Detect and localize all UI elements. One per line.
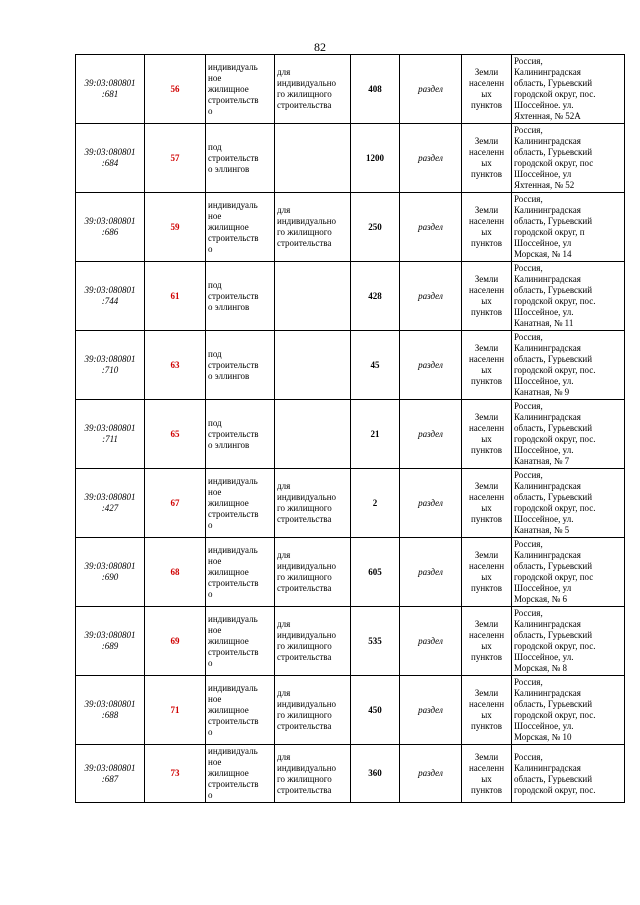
row-number-cell: 67 bbox=[145, 469, 206, 538]
permitted-use-cell: индивидуаль ное жилищное строительств о bbox=[206, 607, 275, 676]
area-cell: 450 bbox=[351, 676, 400, 745]
land-category-cell: Земли населенн ых пунктов bbox=[462, 193, 512, 262]
purpose-cell bbox=[275, 124, 351, 193]
section-cell: раздел bbox=[400, 124, 462, 193]
address-cell: Россия, Калининградская область, Гурьевский городской округ, пос. Шоссейное. ул. Яхтенная, № 52А bbox=[512, 55, 625, 124]
permitted-use-cell: под строительств о эллингов bbox=[206, 124, 275, 193]
table-body bbox=[76, 55, 625, 803]
address-cell: Россия, Калининградская область, Гурьевский городской округ, пос. Шоссейное, ул. Морская, № 10 bbox=[512, 676, 625, 745]
address-cell: Россия, Калининградская область, Гурьевский городской округ, п Шоссейное, ул Морская, № 14 bbox=[512, 193, 625, 262]
permitted-use-cell: индивидуаль ное жилищное строительств о bbox=[206, 745, 275, 803]
address-cell: Россия, Калининградская область, Гурьевский городской округ, пос Шоссейное, ул Яхтенная, № 52 bbox=[512, 124, 625, 193]
section-cell: раздел bbox=[400, 538, 462, 607]
cadastral-number-cell: 39:03:080801 :710 bbox=[76, 331, 145, 400]
land-category-cell: Земли населенн ых пунктов bbox=[462, 538, 512, 607]
permitted-use-cell: индивидуаль ное жилищное строительств о bbox=[206, 469, 275, 538]
row-number-cell: 65 bbox=[145, 400, 206, 469]
cadastral-number-cell: 39:03:080801 :684 bbox=[76, 124, 145, 193]
section-cell: раздел bbox=[400, 55, 462, 124]
page-number: 82 bbox=[314, 40, 326, 54]
row-number-cell: 59 bbox=[145, 193, 206, 262]
row-number-cell: 61 bbox=[145, 262, 206, 331]
purpose-cell: для индивидуально го жилищного строительства bbox=[275, 607, 351, 676]
table-row bbox=[76, 676, 625, 745]
land-category-cell: Земли населенн ых пунктов bbox=[462, 469, 512, 538]
section-cell: раздел bbox=[400, 607, 462, 676]
table-row bbox=[76, 262, 625, 331]
purpose-cell: для индивидуально го жилищного строительства bbox=[275, 469, 351, 538]
purpose-cell bbox=[275, 262, 351, 331]
row-number-cell: 68 bbox=[145, 538, 206, 607]
address-cell: Россия, Калининградская область, Гурьевский городской округ, пос. Шоссейное, ул. Морская, № 8 bbox=[512, 607, 625, 676]
section-cell: раздел bbox=[400, 400, 462, 469]
area-cell: 21 bbox=[351, 400, 400, 469]
table-row bbox=[76, 469, 625, 538]
area-cell: 535 bbox=[351, 607, 400, 676]
cadastral-number-cell: 39:03:080801 :686 bbox=[76, 193, 145, 262]
address-cell: Россия, Калининградская область, Гурьевский городской округ, пос Шоссейное, ул Морская, № 6 bbox=[512, 538, 625, 607]
land-category-cell: Земли населенн ых пунктов bbox=[462, 262, 512, 331]
land-category-cell: Земли населенн ых пунктов bbox=[462, 676, 512, 745]
address-cell: Россия, Калининградская область, Гурьевский городской округ, пос. Шоссейное, ул. Канатная, № 7 bbox=[512, 400, 625, 469]
cadastral-number-cell: 39:03:080801 :744 bbox=[76, 262, 145, 331]
row-number-cell: 71 bbox=[145, 676, 206, 745]
purpose-cell: для индивидуально го жилищного строительства bbox=[275, 676, 351, 745]
area-cell: 2 bbox=[351, 469, 400, 538]
table-row bbox=[76, 124, 625, 193]
row-number-cell: 73 bbox=[145, 745, 206, 803]
cadastral-number-cell: 39:03:080801 :681 bbox=[76, 55, 145, 124]
address-cell: Россия, Калининградская область, Гурьевский городской округ, пос. Шоссейное, ул. Канатная, № 9 bbox=[512, 331, 625, 400]
section-cell: раздел bbox=[400, 469, 462, 538]
row-number-cell: 56 bbox=[145, 55, 206, 124]
address-cell: Россия, Калининградская область, Гурьевский городской округ, пос. Шоссейное, ул. Канатная, № 11 bbox=[512, 262, 625, 331]
land-category-cell: Земли населенн ых пунктов bbox=[462, 607, 512, 676]
section-cell: раздел bbox=[400, 331, 462, 400]
area-cell: 408 bbox=[351, 55, 400, 124]
permitted-use-cell: под строительств о эллингов bbox=[206, 262, 275, 331]
permitted-use-cell: индивидуаль ное жилищное строительств о bbox=[206, 538, 275, 607]
permitted-use-cell: под строительств о эллингов bbox=[206, 331, 275, 400]
purpose-cell: для индивидуально го жилищного строительства bbox=[275, 193, 351, 262]
purpose-cell: для индивидуально го жилищного строительства bbox=[275, 745, 351, 803]
table-row bbox=[76, 193, 625, 262]
purpose-cell: для индивидуально го жилищного строительства bbox=[275, 55, 351, 124]
address-cell: Россия, Калининградская область, Гурьевский городской округ, пос. bbox=[512, 745, 625, 803]
cadastral-number-cell: 39:03:080801 :688 bbox=[76, 676, 145, 745]
land-category-cell: Земли населенн ых пунктов bbox=[462, 124, 512, 193]
row-number-cell: 69 bbox=[145, 607, 206, 676]
table-row bbox=[76, 607, 625, 676]
table-row bbox=[76, 400, 625, 469]
address-cell: Россия, Калининградская область, Гурьевский городской округ, пос. Шоссейное, ул. Канатная, № 5 bbox=[512, 469, 625, 538]
table-row bbox=[76, 331, 625, 400]
row-number-cell: 63 bbox=[145, 331, 206, 400]
area-cell: 250 bbox=[351, 193, 400, 262]
cadastral-number-cell: 39:03:080801 :711 bbox=[76, 400, 145, 469]
land-category-cell: Земли населенн ых пунктов bbox=[462, 745, 512, 803]
section-cell: раздел bbox=[400, 745, 462, 803]
permitted-use-cell: индивидуаль ное жилищное строительств о bbox=[206, 676, 275, 745]
purpose-cell: для индивидуально го жилищного строительства bbox=[275, 538, 351, 607]
table-row bbox=[76, 538, 625, 607]
section-cell: раздел bbox=[400, 193, 462, 262]
table-row bbox=[76, 55, 625, 124]
land-category-cell: Земли населенн ых пунктов bbox=[462, 331, 512, 400]
purpose-cell bbox=[275, 331, 351, 400]
permitted-use-cell: индивидуаль ное жилищное строительств о bbox=[206, 55, 275, 124]
cadastral-number-cell: 39:03:080801 :689 bbox=[76, 607, 145, 676]
area-cell: 428 bbox=[351, 262, 400, 331]
permitted-use-cell: под строительств о эллингов bbox=[206, 400, 275, 469]
land-category-cell: Земли населенн ых пунктов bbox=[462, 55, 512, 124]
area-cell: 1200 bbox=[351, 124, 400, 193]
section-cell: раздел bbox=[400, 262, 462, 331]
area-cell: 45 bbox=[351, 331, 400, 400]
cadastral-number-cell: 39:03:080801 :690 bbox=[76, 538, 145, 607]
land-category-cell: Земли населенн ых пунктов bbox=[462, 400, 512, 469]
land-plot-table bbox=[75, 54, 625, 803]
cadastral-number-cell: 39:03:080801 :427 bbox=[76, 469, 145, 538]
area-cell: 605 bbox=[351, 538, 400, 607]
table-row bbox=[76, 745, 625, 803]
row-number-cell: 57 bbox=[145, 124, 206, 193]
permitted-use-cell: индивидуаль ное жилищное строительств о bbox=[206, 193, 275, 262]
purpose-cell bbox=[275, 400, 351, 469]
cadastral-number-cell: 39:03:080801 :687 bbox=[76, 745, 145, 803]
section-cell: раздел bbox=[400, 676, 462, 745]
area-cell: 360 bbox=[351, 745, 400, 803]
